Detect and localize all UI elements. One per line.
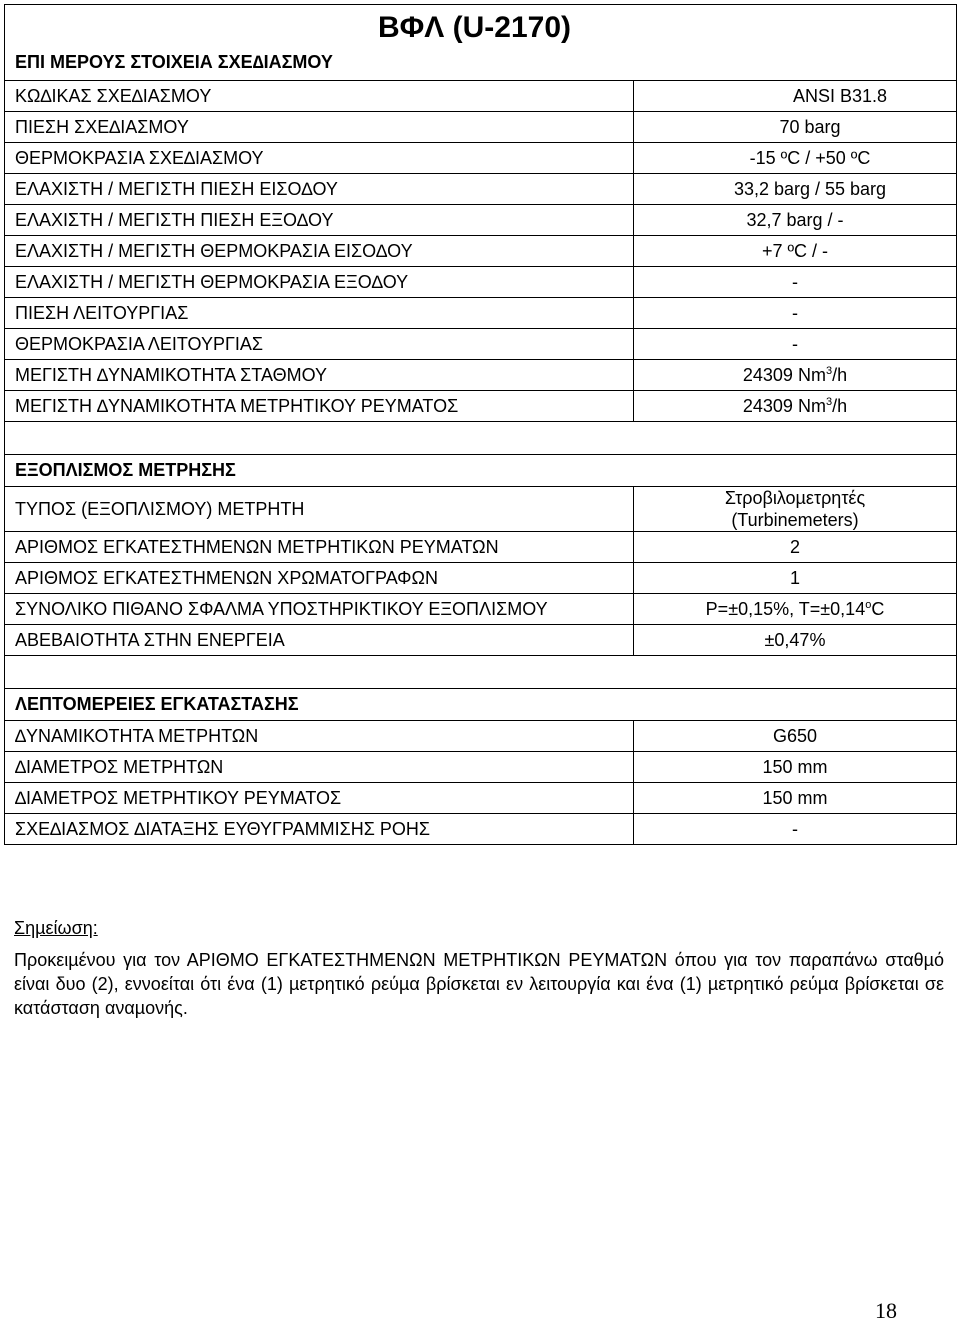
row-value: +7 ºC / - <box>634 236 957 267</box>
row-label: ∆ΥΝΑΜΙΚΟΤΗΤΑ ΜΕΤΡΗΤΩΝ <box>5 721 634 752</box>
table-row <box>5 360 957 391</box>
row-label: ΑΡΙΘΜΟΣ ΕΓΚΑΤΕΣΤΗΜΕΝΩΝ ΧΡΩΜΑΤΟΓΡΑΦΩΝ <box>5 563 634 594</box>
row-label: ΠΙΕΣΗ ΣΧΕ∆ΙΑΣΜΟΥ <box>5 112 634 143</box>
table-row <box>5 391 957 422</box>
row-label: ΘΕΡΜΟΚΡΑΣΙΑ ΛΕΙΤΟΥΡΓΙΑΣ <box>5 329 634 360</box>
row-label: ∆ΙΑΜΕΤΡΟΣ ΜΕΤΡΗΤΩΝ <box>5 752 634 783</box>
section-heading-design: ΕΠΙ ΜΕΡΟΥΣ ΣΤΟΙΧΕΙΑ ΣΧΕ∆ΙΑΣΜΟΥ <box>15 52 333 72</box>
row-label: ΠΙΕΣΗ ΛΕΙΤΟΥΡΓΙΑΣ <box>5 298 634 329</box>
row-label: ∆ΙΑΜΕΤΡΟΣ ΜΕΤΡΗΤΙΚΟΥ ΡΕΥΜΑΤΟΣ <box>5 783 634 814</box>
row-value: 32,7 barg / - <box>634 205 957 236</box>
row-label: ΕΛΑΧΙΣΤΗ / ΜΕΓΙΣΤΗ ΠΙΕΣΗ ΕΙΣΟ∆ΟΥ <box>5 174 634 205</box>
row-label: ΘΕΡΜΟΚΡΑΣΙΑ ΣΧΕ∆ΙΑΣΜΟΥ <box>5 143 634 174</box>
row-value: -15 ºC / +50 ºC <box>634 143 957 174</box>
table-row <box>5 267 957 298</box>
row-value: G650 <box>634 721 957 752</box>
table-row <box>5 814 957 845</box>
table-row <box>5 205 957 236</box>
row-value: ±0,47% <box>634 625 957 656</box>
table-row <box>5 81 957 112</box>
row-label: ΣΥΝΟΛΙΚΟ ΠΙΘΑΝΟ ΣΦΑΛΜΑ ΥΠΟΣΤΗΡΙΚΤΙΚΟΥ ΕΞΟΠΛΙΣΜΟΥ <box>5 594 634 625</box>
row-label: ΤΥΠΟΣ (ΕΞΟΠΛΙΣΜΟΥ) ΜΕΤΡΗΤΗ <box>5 487 634 532</box>
row-value: Στροβιλοµετρητές (Turbinemeters) <box>634 487 957 532</box>
row-value: ANSI B31.8 <box>634 81 957 112</box>
table-row <box>5 112 957 143</box>
table-row <box>5 174 957 205</box>
row-label: ΚΩ∆ΙΚΑΣ ΣΧΕ∆ΙΑΣΜΟΥ <box>5 81 634 112</box>
row-value: - <box>634 298 957 329</box>
row-label: ΣΧΕ∆ΙΑΣΜΟΣ ∆ΙΑΤΑΞΗΣ ΕΥΘΥΓΡΑΜΜΙΣΗΣ ΡΟΗΣ <box>5 814 634 845</box>
table-row <box>5 594 957 625</box>
table-row <box>5 143 957 174</box>
row-value: 24309 Nm$^3$/h <box>634 391 957 422</box>
row-value: 150 mm <box>634 752 957 783</box>
note-block <box>14 916 944 1020</box>
table-row <box>5 298 957 329</box>
table-row <box>5 236 957 267</box>
spacer-row <box>5 422 957 455</box>
row-value: 150 mm <box>634 783 957 814</box>
row-label: ΕΛΑΧΙΣΤΗ / ΜΕΓΙΣΤΗ ΘΕΡΜΟΚΡΑΣΙΑ ΕΞΟ∆ΟΥ <box>5 267 634 298</box>
table-row <box>5 329 957 360</box>
row-value: - <box>634 267 957 298</box>
table-row <box>5 532 957 563</box>
table-row <box>5 783 957 814</box>
row-label: ΕΛΑΧΙΣΤΗ / ΜΕΓΙΣΤΗ ΘΕΡΜΟΚΡΑΣΙΑ ΕΙΣΟ∆ΟΥ <box>5 236 634 267</box>
table-row <box>5 625 957 656</box>
row-value: P=±0,15%, $T=\pm 0,14^oC$ <box>634 594 957 625</box>
title-row <box>5 5 957 81</box>
specification-table <box>4 4 957 845</box>
row-label: ΑΡΙΘΜΟΣ ΕΓΚΑΤΕΣΤΗΜΕΝΩΝ ΜΕΤΡΗΤΙΚΩΝ ΡΕΥΜΑΤΩΝ <box>5 532 634 563</box>
spacer-row <box>5 656 957 689</box>
note-text: Προκειµένου για τον ΑΡΙΘΜΟ ΕΓΚΑΤΕΣΤΗΜΕΝΩΝ ΜΕΤΡΗΤΙΚΩΝ ΡΕΥΜΑΤΩΝ όπου για τον παραπάνω σταθµό είναι δυο (2), εννοείται ότι ένα (1) µετρητικό ρεύµα βρίσκεται εν λειτουργία και ένα (1) µετρητικό ρεύµα βρίσκεται σε κατάσταση αναµονής. <box>14 950 944 1018</box>
table-row <box>5 752 957 783</box>
row-value: - <box>634 814 957 845</box>
section-heading-row <box>5 455 957 487</box>
row-label: ΑΒΕΒΑΙΟΤΗΤΑ ΣΤΗΝ ΕΝΕΡΓΕΙΑ <box>5 625 634 656</box>
row-value: 1 <box>634 563 957 594</box>
row-value: 24309 Nm$^3$/h <box>634 360 957 391</box>
table-row <box>5 563 957 594</box>
title-cell <box>5 5 957 81</box>
table-row <box>5 487 957 532</box>
row-value: 70 barg <box>634 112 957 143</box>
row-label: ΜΕΓΙΣΤΗ ∆ΥΝΑΜΙΚΟΤΗΤΑ ΣΤΑΘΜΟΥ <box>5 360 634 391</box>
row-value: 33,2 barg / 55 barg <box>634 174 957 205</box>
section-heading-installation: ΛΕΠΤΟΜΕΡΕΙΕΣ ΕΓΚΑΤΑΣΤΑΣΗΣ <box>5 689 957 721</box>
row-value: 2 <box>634 532 957 563</box>
note-label: Σηµείωση: <box>14 918 98 938</box>
section-heading-equipment: ΕΞΟΠΛΙΣΜΟΣ ΜΕΤΡΗΣΗΣ <box>5 455 957 487</box>
row-label: ΕΛΑΧΙΣΤΗ / ΜΕΓΙΣΤΗ ΠΙΕΣΗ ΕΞΟ∆ΟΥ <box>5 205 634 236</box>
row-value: - <box>634 329 957 360</box>
document-title: ΒΦΛ (U-2170) <box>378 11 572 44</box>
row-label: ΜΕΓΙΣΤΗ ∆ΥΝΑΜΙΚΟΤΗΤΑ ΜΕΤΡΗΤΙΚΟΥ ΡΕΥΜΑΤΟΣ <box>5 391 634 422</box>
table-row <box>5 721 957 752</box>
section-heading-row <box>5 689 957 721</box>
page-number: 18 <box>875 1298 897 1323</box>
